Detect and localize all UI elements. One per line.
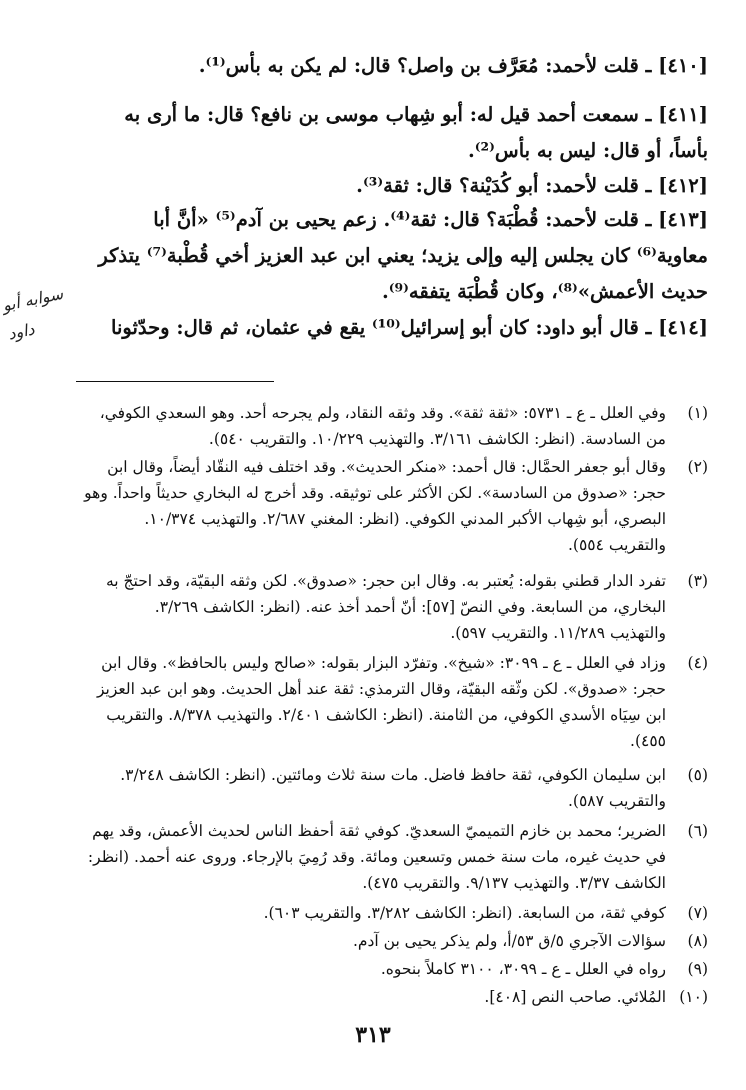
footnote-9 [58, 956, 708, 982]
footnote-line: من السادسة. (انظر: الكاشف ٣/١٦١. والتهذيب ١٠/٢٢٩. والتقريب ٥٤٠). [208, 430, 666, 448]
footnote-line: المُلائي. صاحب النص [٤٠٨]. [484, 988, 666, 1006]
footnote-divider [76, 381, 274, 382]
text-line: [٤١٤] ـ قال أبو داود: كان أبو إسرائيل⁽¹⁰⁾ يقع في عثمان، ثم قال: وحدّثونا [111, 316, 708, 339]
footnote-6 [58, 818, 708, 896]
entry-413 [46, 202, 708, 310]
footnote-line: ابن سليمان الكوفي، ثقة حافظ فاضل. مات سنة ثلاث ومائتين. (انظر: الكاشف ٣/٢٤٨. [120, 766, 666, 784]
footnote-line: والتقريب ٥٨٧). [567, 792, 666, 810]
footnote-3 [58, 568, 708, 646]
page-number: ٣١٣ [355, 1022, 391, 1048]
footnote-line: حجر: «صدوق من السادسة». لكن الأكثر على توثيقه. وقد أخرج له البخاري حديثاً واحداً. وهو [84, 484, 666, 502]
footnote-line: وقال أبو جعفر الحمَّال: قال أحمد: «منكر الحديث». وقد اختلف فيه النقّاد أيضاً، وقال ابن [107, 458, 666, 476]
handwritten-note: داود [6, 319, 37, 344]
footnote-line: الكاشف ٣/٣٧. والتهذيب ٩/١٣٧. والتقريب ٤٧٥). [362, 874, 666, 892]
footnote-number: (٤) [687, 654, 708, 672]
footnote-number: (٥) [687, 766, 708, 784]
footnote-line: رواه في العلل ـ ع ـ ٣٠٩٩، ٣١٠٠ كاملاً بنحوه. [380, 960, 666, 978]
footnote-8 [58, 928, 708, 954]
footnote-line: والتهذيب ١١/٢٨٩. والتقريب ٥٩٧). [450, 624, 666, 642]
footnote-number: (٧) [687, 904, 708, 922]
footnote-line: والتقريب ٥٥٤). [567, 536, 666, 554]
entry-410 [46, 48, 708, 84]
entry-411 [46, 97, 708, 169]
footnote-2 [58, 454, 708, 558]
text-line: حديث الأعمش»⁽⁸⁾، وكان قُطْبَة يتفقه⁽⁹⁾. [381, 280, 708, 303]
footnote-number: (٨) [687, 932, 708, 950]
footnote-number: (١٠) [679, 988, 708, 1006]
footnote-line: البصري، أبو شِهاب الأكبر المدني الكوفي. (انظر: المغني ٢/٦٨٧. والتهذيب ١٠/٣٧٤. [144, 510, 666, 528]
footnote-7 [58, 900, 708, 926]
footnote-line: تفرد الدار قطني بقوله: يُعتبر به. وقال ابن حجر: «صدوق». لكن وثقه البقيّة، وقد احتجّ به [105, 572, 666, 590]
text-line: بأساً، أو قال: ليس به بأس⁽²⁾. [467, 139, 708, 162]
footnote-line: وفي العلل ـ ع ـ ٥٧٣١: «ثقة ثقة». وقد وثقه النقاد، ولم يجرحه أحد. وهو السعدي الكوفي، [99, 404, 666, 422]
footnote-10 [58, 984, 708, 1010]
handwritten-note: سوابه أبو [0, 283, 65, 316]
footnote-line: البخاري، من السابعة. وفي النصّ [٥٧]: أنّ أحمد أخذ عنه. (انظر: الكاشف ٣/٢٦٩. [154, 598, 666, 616]
entry-412 [46, 168, 708, 204]
footnote-line: ابن سِيَاه الأسدي الكوفي، من الثامنة. (انظر: الكاشف ٢/٤٠١. والتهذيب ٨/٣٧٨. والتقريب [106, 706, 666, 724]
footnote-line: ٤٥٥). [630, 732, 666, 750]
footnote-number: (٦) [687, 822, 708, 840]
footnote-4 [58, 650, 708, 754]
text-line: [٤١٠] ـ قلت لأحمد: مُعَرَّف بن واصل؟ قال: لم يكن به بأس⁽¹⁾. [198, 54, 708, 77]
footnote-number: (٢) [687, 458, 708, 476]
footnote-line: حجر: «صدوق». لكن وثّقه البقيّة، وقال الترمذي: ثقة عند أهل الحديث. وهو ابن عبد العزيز [97, 680, 666, 698]
footnote-line: كوفي ثقة، من السابعة. (انظر: الكاشف ٣/٢٨٢. والتقريب ٦٠٣). [263, 904, 666, 922]
footnote-line: وزاد في العلل ـ ع ـ ٣٠٩٩: «شيخ». وتفرّد البزار بقوله: «صالح وليس بالحافظ». وقال ابن [101, 654, 666, 672]
footnote-1 [58, 400, 708, 452]
text-line: [٤١٣] ـ قلت لأحمد: قُطْبَة؟ قال: ثقة⁽⁴⁾. زعم يحيى بن آدم⁽⁵⁾ «أنَّ أبا [153, 208, 708, 231]
footnote-line: في حديث غيره، مات سنة خمس وتسعين ومائة. وقد رُمِيَ بالإرجاء. وروى عنه أحمد. (انظر: [87, 848, 666, 866]
footnote-number: (٣) [687, 572, 708, 590]
text-line: [٤١١] ـ سمعت أحمد قيل له: أبو شِهاب موسى بن نافع؟ قال: ما أرى به [124, 103, 708, 126]
footnote-line: سؤالات الآجري ٥/ق ٥٣/أ، ولم يذكر يحيى بن آدم. [352, 932, 666, 950]
text-line: معاوية⁽⁶⁾ كان يجلس إليه وإلى يزيد؛ يعني ابن عبد العزيز أخي قُطْبة⁽⁷⁾ يتذكر [98, 244, 708, 267]
footnote-number: (١) [687, 404, 708, 422]
footnote-number: (٩) [687, 960, 708, 978]
footnote-line: الضرير؛ محمد بن خازم التميميّ السعديّ. كوفي ثقة أحفظ الناس لحديث الأعمش، وقد يهم [92, 822, 666, 840]
footnote-5 [58, 762, 708, 814]
text-line: [٤١٢] ـ قلت لأحمد: أبو كُدَيْنة؟ قال: ثقة⁽³⁾. [356, 174, 708, 197]
entry-414 [46, 310, 708, 346]
